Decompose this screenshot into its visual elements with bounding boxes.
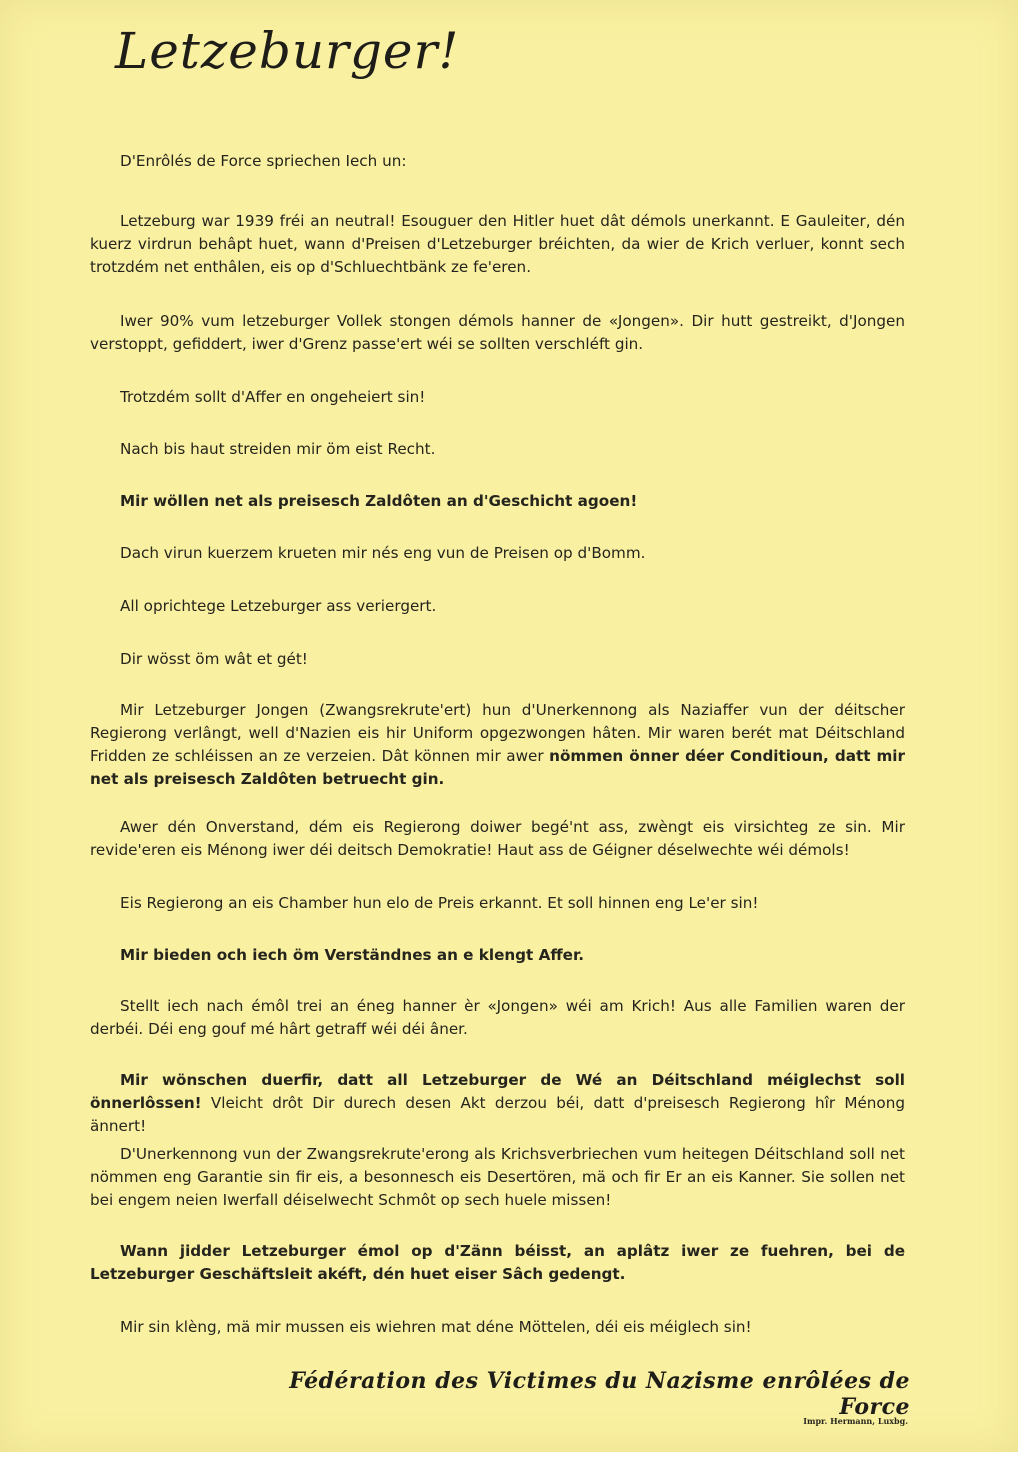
signature: Fédération des Victimes du Nazisme enrôlées de Force bbox=[289, 1368, 910, 1420]
paragraph-1-text: Letzeburg war 1939 fréi an neutral! Esouguer den Hitler huet dât démols unerkannt. E Gauleiter, dén kuerz virdrun behâpt huet, wann d'Preisen d'Letzeburger bréichten, da wier de Krich verluer, konnt sech trotzdém net enthâlen, eis op d'Schluechtbänk ze fe'eren. bbox=[90, 212, 905, 276]
paragraph-12-text: Mir bieden och iech öm Verständnes an e klengt Affer. bbox=[120, 946, 585, 964]
paragraph-16 bbox=[90, 1240, 905, 1286]
paragraph-3-text: Trotzdém sollt d'Affer en ongeheiert sin! bbox=[120, 388, 426, 406]
paragraph-16-text: Wann jidder Letzeburger émol op d'Zänn béisst, an aplâtz iwer ze fuehren, bei de Letzeburger Geschäftsleit akéft, dén huet eiser Sâch gedengt. bbox=[90, 1242, 905, 1283]
paragraph-9-emphasis: nömmen önner déer Conditioun, datt mir net als preisesch Zaldôten betruecht gin. bbox=[90, 747, 906, 788]
paragraph-8 bbox=[90, 648, 905, 671]
paragraph-1 bbox=[90, 210, 905, 279]
paragraph-11-text: Eis Regierong an eis Chamber hun elo de Preis erkannt. Et soll hinnen eng Le'er sin! bbox=[120, 894, 759, 912]
paragraph-7-text: All oprichtege Letzeburger ass veriergert. bbox=[120, 597, 437, 615]
intro-text: D'Enrôlés de Force spriechen Iech un: bbox=[120, 152, 407, 170]
paragraph-12 bbox=[90, 944, 905, 967]
paragraph-9 bbox=[90, 699, 905, 791]
paragraph-14-text: Vleicht drôt Dir durech desen Akt derzou béi, datt d'preisesch Regierong hîr Ménong ännert! bbox=[90, 1094, 905, 1135]
paragraph-10 bbox=[90, 816, 905, 862]
paragraph-4-text: Nach bis haut streiden mir öm eist Recht. bbox=[120, 440, 436, 458]
paragraph-15 bbox=[90, 1143, 905, 1212]
printer-imprint: Impr. Hermann, Luxbg. bbox=[803, 1416, 908, 1426]
paragraph-2 bbox=[90, 310, 905, 356]
page-title: Letzeburger! bbox=[115, 22, 460, 80]
paragraph-17-text: Mir sin klèng, mä mir mussen eis wiehren mat déne Möttelen, déi eis méiglech sin! bbox=[120, 1318, 752, 1336]
paragraph-10-text: Awer dén Onverstand, dém eis Regierong doiwer begé'nt ass, zwèngt eis virsichteg ze sin. Mir revide'eren eis Ménong iwer déi deitsch Demokratie! Haut ass de Géigner déselwechte wéi démols! bbox=[90, 818, 905, 859]
paragraph-5 bbox=[90, 490, 905, 513]
paragraph-6 bbox=[90, 542, 905, 565]
paragraph-6-text: Dach virun kuerzem krueten mir nés eng vun de Preisen op d'Bomm. bbox=[120, 544, 646, 562]
paragraph-4 bbox=[90, 438, 905, 461]
paragraph-13-text: Stellt iech nach émôl trei an éneg hanner èr «Jongen» wéi am Krich! Aus alle Familien waren der derbéi. Déi eng gouf mé hârt getraff wéi déi âner. bbox=[90, 997, 905, 1038]
paragraph-3 bbox=[90, 386, 905, 409]
paragraph-11 bbox=[90, 892, 905, 915]
paragraph-13 bbox=[90, 995, 905, 1041]
paragraph-14-emphasis: Mir wönschen duerfir, datt all Letzeburger de Wé an Déitschland méiglechst soll önnerlôssen! bbox=[90, 1071, 905, 1112]
paragraph-8-text: Dir wösst öm wât et gét! bbox=[120, 650, 308, 668]
paragraph-7 bbox=[90, 595, 905, 618]
paragraph-17 bbox=[90, 1316, 905, 1339]
paragraph-9-text: Mir Letzeburger Jongen (Zwangsrekrute'ert) hun d'Unerkennong als Naziaffer vun der déitscher Regierong verlângt, well d'Nazien eis hir Uniform opgezwongen hâten. Mir waren berét mat Déitschland Fridden ze schléissen an ze verzeien. Dât können mir awer bbox=[90, 701, 905, 765]
paragraph-14 bbox=[90, 1069, 905, 1138]
paragraph-5-text: Mir wöllen net als preisesch Zaldôten an d'Geschicht agoen! bbox=[120, 492, 638, 510]
intro-line bbox=[90, 150, 905, 173]
paragraph-2-text: Iwer 90% vum letzeburger Vollek stongen démols hanner de «Jongen». Dir hutt gestreikt, d'Jongen verstoppt, gefiddert, iwer d'Grenz passe'ert wéi se sollten verschléft gin. bbox=[90, 312, 905, 353]
paragraph-15-text: D'Unerkennong vun der Zwangsrekrute'erong als Krichsverbriechen vum heitegen Déitschland soll net nömmen eng Garantie sin fir eis, a besonnesch eis Desertören, mä och fir Er an eis Kanner. Sie sollen net bei engem neien Iwerfall déiselwecht Schmôt op sech huele missen! bbox=[90, 1145, 905, 1209]
